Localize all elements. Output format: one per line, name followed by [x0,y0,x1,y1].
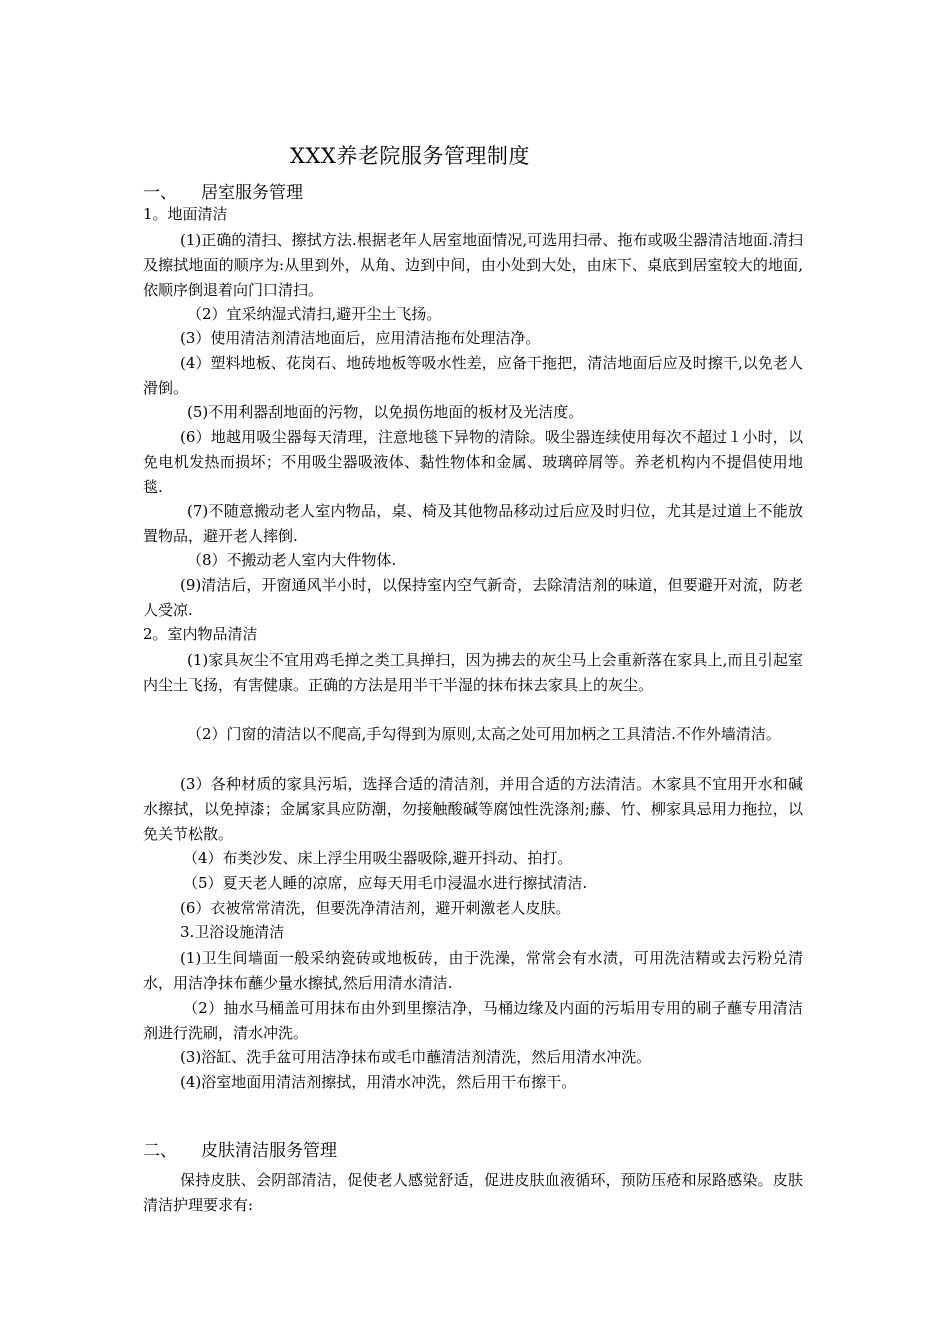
paragraph: (3）各种材质的家具污垢，选择合适的清洁剂，并用合适的方法清洁。木家具不宜用开水和碱水擦拭，以免掉漆；金属家具应防潮，勿接触酸碱等腐蚀性洗涤剂;藤、竹、柳家具忌用力拖拉，以免关节松散。 [143,775,803,843]
paragraph: (9)清洁后，开窗通风半小时，以保持室内空气新奇，去除清洁剂的味道，但要避开对流，防老人受凉. [143,576,803,619]
paragraph: (1)正确的清扫、擦拭方法.根据老年人居室地面情况,可选用扫帚、拖布或吸尘器清洁地面.清扫及擦拭地面的顺序为:从里到外，从角、边到中间，由小处到大处，由床下、桌底到居室较大的地面,依顺序倒退着向门口清扫。 [143,231,803,299]
paragraph: (3)浴缸、洗手盆可用洁净抹布或毛巾蘸清洁剂清洗，然后用清水冲洗。 [180,1048,652,1066]
document-title: XXX养老院服务管理制度 [290,144,530,168]
section-2-title: 皮肤清洁服务管理 [201,1141,337,1161]
paragraph: （2）抽水马桶盖可用抹布由外到里擦洁净，马桶边缘及内面的污垢用专用的刷子蘸专用清洁剂进行洗刷，清水冲洗。 [143,999,803,1042]
subsection-2-heading: 2。室内物品清洁 [143,625,258,643]
section-1-number: 一、 [143,183,177,203]
paragraph: (1)家具灰尘不宜用鸡毛掸之类工具掸扫，因为拂去的灰尘马上会重新落在家具上,而且引起室内尘土飞扬，有害健康。正确的方法是用半干半湿的抹布抹去家具上的灰尘。 [143,651,803,694]
paragraph: (4）塑料地板、花岗石、地砖地板等吸水性差，应备干拖把，清洁地面后应及时擦干,以免老人滑倒。 [143,354,803,397]
paragraph: (3）使用清洁剂清洁地面后，应用清洁拖布处理洁净。 [180,329,541,347]
paragraph: （5）夏天老人睡的凉席，应每天用毛巾浸温水进行擦拭清洁. [183,874,588,892]
paragraph: (6）地越用吸尘器每天清理，注意地毯下异物的清除。吸尘器连续使用每次不超过１小时，以免电机发热而损坏；不用吸尘器吸液体、黏性物体和金属、玻璃碎屑等。养老机构内不提倡使用地毯. [143,428,803,496]
section-1-heading [143,178,303,203]
paragraph: (1)卫生间墙面一般采纳瓷砖或地板砖，由于洗澡，常常会有水渍，可用洗洁精或去污粉兑清水，用洁净抹布蘸少量水擦拭,然后用清水清洁. [143,949,803,992]
paragraph: （2）宜采纳湿式清扫,避开尘土飞扬。 [187,305,442,323]
paragraph: (7)不随意搬动老人室内物品，桌、椅及其他物品移动过后应及时归位，尤其是过道上不能放置物品，避开老人摔倒. [143,502,803,545]
paragraph: 保持皮肤、会阴部清洁，促使老人感觉舒适，促进皮肤血液循环，预防压疮和尿路感染。皮肤清洁护理要求有: [143,1171,803,1214]
section-1-title: 居室服务管理 [201,183,303,203]
paragraph: （4）布类沙发、床上浮尘用吸尘器吸除,避开抖动、拍打。 [183,849,573,867]
section-2-heading [143,1136,337,1161]
paragraph: （8）不搬动老人室内大件物体. [187,551,397,569]
subsection-1-heading: 1。地面清洁 [143,205,228,223]
paragraph: (5)不用利器刮地面的污物，以免损伤地面的板材及光洁度。 [187,403,584,421]
subsection-3-heading: 3.卫浴设施清洁 [180,923,285,941]
paragraph: (6）衣被常常清洗，但要洗净清洁剂，避开刺激老人皮肤。 [180,899,571,917]
paragraph: （2）门窗的清洁以不爬高,手勾得到为原则,太高之处可用加柄之工具清洁.不作外墙清洁。 [187,725,781,743]
section-2-number: 二、 [143,1141,177,1161]
paragraph: (4)浴室地面用清洁剂擦拭，用清水冲洗，然后用干布擦干。 [180,1073,577,1091]
